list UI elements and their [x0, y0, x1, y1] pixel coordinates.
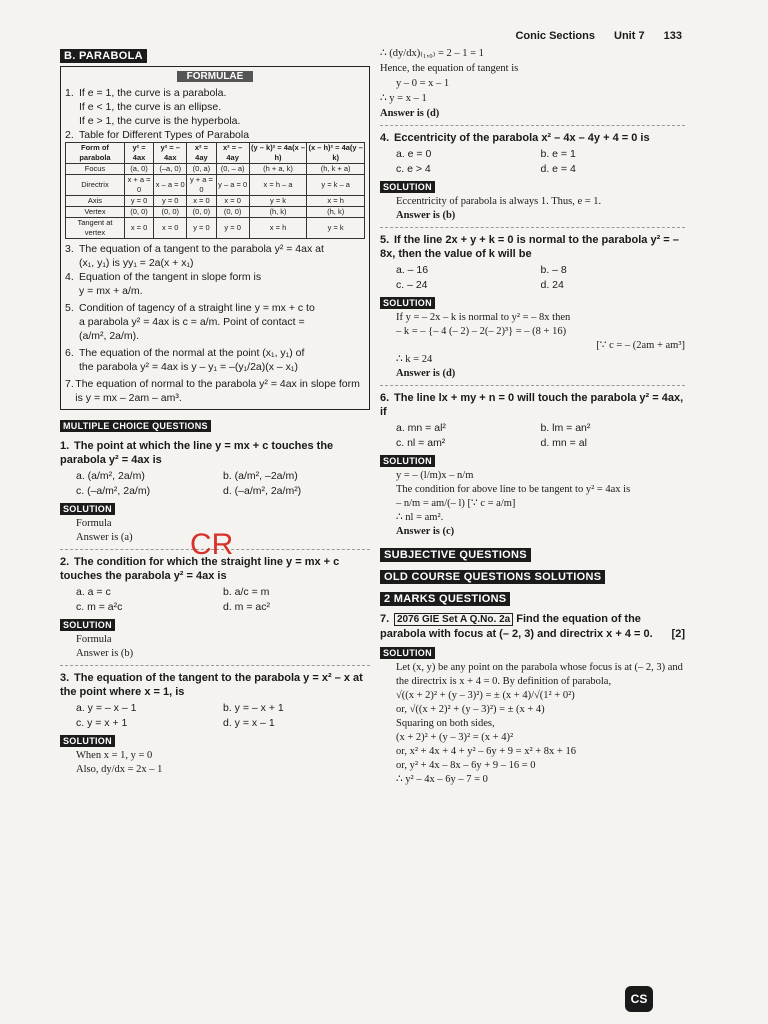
table-cell: y + a = 0 — [187, 175, 216, 196]
page-number: 133 — [663, 30, 682, 42]
table-row — [66, 164, 365, 175]
option-b: b. a/c = m — [223, 586, 270, 598]
question-4-options — [380, 147, 685, 177]
option-b: b. e = 1 — [540, 148, 576, 160]
red-watermark: CR — [190, 528, 234, 561]
question-4: 4. Eccentricity of the parabola x² – 4x – 4y + 4 = 0 is — [380, 132, 650, 144]
formula-1a: If e = 1, the curve is a parabola. — [79, 87, 227, 99]
table-cell: (h, k + a) — [307, 164, 365, 175]
q2-answer: Answer is (b) — [76, 648, 134, 659]
table-cell: x + a = 0 — [124, 175, 153, 196]
q7-solution-line: Let (x, y) be any point on the parabola whose focus is at (– 2, 3) and the directrix is x + 4 = 0. By definition of parabola, — [396, 662, 683, 687]
table-cell: x = 0 — [124, 218, 153, 239]
table-cell: Axis — [66, 196, 125, 207]
option-a: a. y = – x – 1 — [76, 702, 137, 714]
divider — [380, 385, 685, 386]
right-column — [380, 46, 685, 787]
camscanner-logo-icon: CS — [625, 986, 653, 1012]
marks-title: 2 MARKS QUESTIONS — [380, 592, 510, 606]
formula-4b: y = mx + a/m. — [79, 285, 143, 297]
q6-solution-line: ∴ nl = am². — [396, 512, 444, 523]
question-6-options — [380, 421, 685, 451]
formula-7: The equation of normal to the parabola y² = 4ax in slope form is y = mx – 2am – am³. — [75, 378, 360, 404]
q7-solution-line: √((x + 2)² + (y – 3)²) = ± (x + 4)/√(1² + 0²) — [396, 690, 575, 701]
solution-label: SOLUTION — [60, 619, 115, 631]
solution-label: SOLUTION — [380, 181, 435, 193]
option-c: c. (–a/m², 2a/m) — [76, 485, 151, 497]
table-row — [66, 196, 365, 207]
question-2: 2. The condition for which the straight line y = mx + c touches the parabola y² = 4ax is — [60, 556, 340, 582]
q7-solution-line: or, y² + 4x – 8x – 6y + 9 – 16 = 0 — [396, 760, 536, 771]
table-cell: (0, – a) — [216, 164, 249, 175]
table-cell: x – a = 0 — [154, 175, 187, 196]
option-a: a. mn = al² — [396, 422, 446, 434]
option-d: d. (–a/m², 2a/m²) — [223, 485, 302, 497]
table-header: x² = 4ay — [187, 143, 216, 164]
solution-label: SOLUTION — [380, 455, 435, 467]
old-course-title: OLD COURSE QUESTIONS SOLUTIONS — [380, 570, 605, 584]
table-cell: x = h — [249, 218, 307, 239]
continued-line: ∴ y = x – 1 — [380, 93, 427, 104]
exam-tag: 2076 GIE Set A Q.No. 2a — [394, 613, 513, 626]
table-cell: x = 0 — [216, 196, 249, 207]
left-column — [60, 46, 370, 777]
formula-6b: the parabola y² = 4ax is y – y₁ = –(y₁/2a)(x – x₁) — [79, 361, 298, 373]
option-d: d. e = 4 — [540, 163, 576, 175]
divider — [380, 125, 685, 126]
section-title: B. PARABOLA — [60, 49, 147, 63]
option-c: c. y = x + 1 — [76, 717, 128, 729]
formula-5c: (a/m², 2a/m). — [79, 330, 140, 342]
question-1: 1. The point at which the line y = mx + c touches the parabola y² = 4ax is — [60, 440, 334, 466]
q4-solution-line: Eccentricity of parabola is always 1. Thus, e = 1. — [396, 196, 602, 207]
option-a: a. a = c — [76, 586, 111, 598]
table-cell: x = 0 — [187, 196, 216, 207]
question-3-options — [60, 701, 370, 731]
table-cell: Vertex — [66, 207, 125, 218]
solution-label: SOLUTION — [380, 647, 435, 659]
q6-solution-line: – n/m = am/(– l) [∵ c = a/m] — [396, 498, 516, 509]
solution-label: SOLUTION — [60, 735, 115, 747]
table-cell: Tangent at vertex — [66, 218, 125, 239]
q1-answer: Answer is (a) — [76, 532, 133, 543]
q1-solution-line: Formula — [76, 518, 112, 529]
table-header-row — [66, 143, 365, 164]
table-cell: (h + a, k) — [249, 164, 307, 175]
table-cell: (0, a) — [187, 164, 216, 175]
table-cell: (0, 0) — [154, 207, 187, 218]
formula-5: Condition of tagency of a straight line y = mx + c to — [79, 302, 315, 314]
unit-label: Unit 7 — [614, 30, 645, 42]
table-cell: y = k – a — [307, 175, 365, 196]
mcq-title: MULTIPLE CHOICE QUESTIONS — [60, 420, 211, 432]
option-d: d. mn = al — [540, 437, 587, 449]
chapter-title: Conic Sections — [515, 30, 595, 42]
table-row — [66, 218, 365, 239]
page-header — [499, 30, 682, 42]
q7-solution-line: or, x² + 4x + 4 + y² – 6y + 9 = x² + 8x + 16 — [396, 746, 576, 757]
table-cell: (0, 0) — [187, 207, 216, 218]
table-cell: (a, 0) — [124, 164, 153, 175]
table-cell: y = k — [307, 218, 365, 239]
formula-1b: If e < 1, the curve is an ellipse. — [79, 101, 222, 113]
continued-line: Hence, the equation of tangent is — [380, 63, 519, 74]
option-a: a. e = 0 — [396, 148, 432, 160]
question-1-options — [60, 469, 370, 499]
option-c: c. nl = am² — [396, 437, 446, 449]
q5-solution-line: [∵ c = – (2am + am³] — [596, 340, 685, 351]
option-b: b. – 8 — [540, 264, 567, 276]
option-a: a. (a/m², 2a/m) — [76, 470, 145, 482]
continued-line: y – 0 = x – 1 — [396, 78, 450, 89]
table-cell: (0, 0) — [216, 207, 249, 218]
table-header: x² = – 4ay — [216, 143, 249, 164]
table-cell: y = 0 — [187, 218, 216, 239]
formula-2: Table for Different Types of Parabola — [79, 129, 250, 141]
table-cell: y – a = 0 — [216, 175, 249, 196]
option-b: b. y = – x + 1 — [223, 702, 284, 714]
option-d: d. y = x – 1 — [223, 717, 275, 729]
table-header: (y – k)² = 4a(x – h) — [251, 143, 306, 162]
q3-solution-line: When x = 1, y = 0 — [76, 750, 153, 761]
question-2-options — [60, 585, 370, 615]
solution-label: SOLUTION — [60, 503, 115, 515]
table-cell: (–a, 0) — [154, 164, 187, 175]
option-d: d. 24 — [540, 279, 564, 291]
subjective-title: SUBJECTIVE QUESTIONS — [380, 548, 531, 562]
formula-6: The equation of the normal at the point (x₁, y₁) of — [79, 347, 305, 359]
formulae-title: FORMULAE — [177, 71, 254, 82]
formula-4: Equation of the tangent in slope form is — [79, 271, 262, 283]
table-row — [66, 207, 365, 218]
table-cell: Focus — [66, 164, 125, 175]
q7-solution-line: or, √((x + 2)² + (y – 3)²) = ± (x + 4) — [396, 704, 545, 715]
divider — [380, 227, 685, 228]
option-b: b. lm = an² — [540, 422, 591, 434]
table-row — [66, 175, 365, 196]
q4-answer: Answer is (b) — [396, 210, 456, 221]
question-6: 6. The line lx + my + n = 0 will touch the parabola y² = 4ax, if — [380, 392, 684, 418]
divider — [60, 665, 370, 666]
question-5: 5. If the line 2x + y + k = 0 is normal to the parabola y² = – 8x, then the value of k will be — [380, 234, 679, 260]
table-cell: y = 0 — [124, 196, 153, 207]
question-5-options — [380, 263, 685, 293]
table-cell: y = 0 — [154, 196, 187, 207]
table-cell: (0, 0) — [124, 207, 153, 218]
table-cell: (h, k) — [307, 207, 365, 218]
table-header: Form of parabola — [66, 143, 125, 164]
q5-answer: Answer is (d) — [396, 368, 456, 379]
formulae-box: FORMULAE 1. If e = 1, the curve is a parabola. If e < 1, the curve is an ellipse. If e > 1, the curve is the hyperbola. 2. Table for Different Types of Parabola Form of parabola y² = 4ax y² = – 4ax x² = 4ay x² = – 4ay (y – k)² = 4a(x – h) (x – h)² = 4a(y – k) Focus (a, 0) (–a, 0) (0, a) (0, – a) (h + a, k) (h, k + a) Directrix x + a = 0 x – a = 0 y + a = 0 y – a = 0 x = h – a y = k – a Axis y = 0 y = 0 x = 0 x = 0 y = k x = h Vertex (0, 0) (0, 0) (0, 0) (0, 0) (h, k) (h, k) Tangent at vertex x = 0 x = 0 y = 0 y = 0 x = h y = k 3. The equation of a tangent to the parabola y² = 4ax at (x₁, y₁) is yy₁ = 2a(x + x₁) 4. Equation of the tangent in slope form is y = mx + a/m. 5. Condition of tagency of a straight line y = mx + c to a parabola y² = 4ax is c = a/m. Point of contact = (a/m², 2a/m). 6. The equation of the normal at the point (x₁, y₁) of the parabola y² = 4ax is y – y₁ = –(y₁/2a)(x – x₁) 7. The equation of normal to the parabola y² = 4ax in slope form is y = mx – 2am – am³. — [60, 66, 370, 410]
q3-answer: Answer is (d) — [380, 108, 440, 119]
q7-solution-line: (x + 2)² + (y – 3)² = (x + 4)² — [396, 732, 514, 743]
option-a: a. – 16 — [396, 264, 429, 276]
formula-3b: (x₁, y₁) is yy₁ = 2a(x + x₁) — [79, 257, 194, 269]
option-c: c. – 24 — [396, 279, 428, 291]
question-7: 7. 2076 GIE Set A Q.No. 2a Find the equation of the parabola with focus at (– 2, 3) and directrix x + 4 = 0. [2] — [380, 613, 685, 640]
q6-solution-line: The condition for above line to be tangent to y² = 4ax is — [396, 484, 631, 495]
option-d: d. m = ac² — [223, 601, 270, 613]
option-c: c. m = a²c — [76, 601, 123, 613]
table-cell: x = 0 — [154, 218, 187, 239]
table-cell: (h, k) — [249, 207, 307, 218]
table-cell: y = k — [249, 196, 307, 207]
table-cell: Directrix — [66, 175, 125, 196]
table-header: y² = – 4ax — [154, 143, 187, 164]
option-b: b. (a/m², –2a/m) — [223, 470, 298, 482]
q5-solution-line: ∴ k = 24 — [396, 354, 433, 365]
solution-label: SOLUTION — [380, 297, 435, 309]
q3-solution-line: Also, dy/dx = 2x – 1 — [76, 764, 163, 775]
formula-5b: a parabola y² = 4ax is c = a/m. Point of contact = — [79, 316, 305, 328]
table-header: (x – h)² = 4a(y – k) — [308, 143, 363, 162]
parabola-table — [65, 142, 365, 239]
q2-solution-line: Formula — [76, 634, 112, 645]
q5-solution-line: If y = – 2x – k is normal to y² = – 8x then — [396, 312, 571, 323]
formula-3: The equation of a tangent to the parabola y² = 4ax at — [79, 243, 324, 255]
table-header: y² = 4ax — [124, 143, 153, 164]
q6-answer: Answer is (c) — [396, 526, 455, 537]
q6-solution-line: y = – (l/m)x – n/m — [396, 470, 474, 481]
formula-1c: If e > 1, the curve is the hyperbola. — [79, 115, 241, 127]
table-cell: x = h – a — [249, 175, 307, 196]
q5-solution-line: – k = – {– 4 (– 2) – 2(– 2)³} = – (8 + 16) — [396, 326, 567, 337]
question-3: 3. The equation of the tangent to the parabola y = x² – x at the point where x = 1, is — [60, 672, 363, 698]
marks: [2] — [671, 628, 685, 640]
table-cell: y = 0 — [216, 218, 249, 239]
table-cell: x = h — [307, 196, 365, 207]
q7-solution-line: ∴ y² – 4x – 6y – 7 = 0 — [396, 774, 488, 785]
q7-solution-line: Squaring on both sides, — [396, 718, 495, 729]
option-c: c. e > 4 — [396, 163, 431, 175]
continued-line: ∴ (dy/dx)₍₁,₀₎ = 2 – 1 = 1 — [380, 48, 484, 59]
